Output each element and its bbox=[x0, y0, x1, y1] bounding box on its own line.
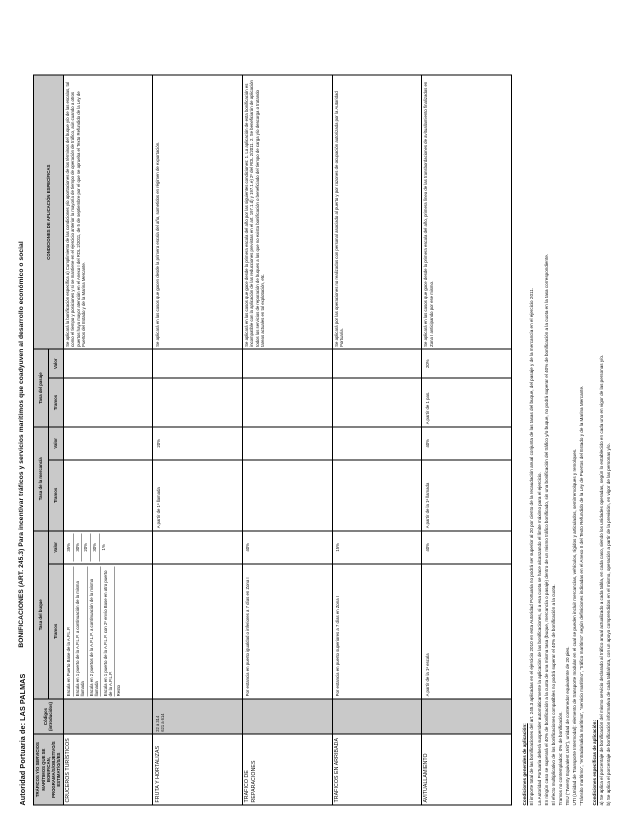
row-conditions: Se aplicará en los casos que gocen desde la primera escala del año, sometidos en régimen de exportación. bbox=[153, 75, 243, 349]
row-pasaje-tramos: A partir de 1 pas. bbox=[422, 378, 512, 427]
row-mercancia-tramos bbox=[242, 459, 332, 530]
condition-specific-item: a) Se aplica el porcentaje de bonificación del mismo servicio declarado al tráfico anual actualizado a cada tabla, en cada caso, siendo los unidades operadas, según lo establecido en cada uno en vigor de las personas y/o. bbox=[599, 354, 605, 805]
document-header bbox=[18, 22, 27, 805]
row-mercancia-valor: 20% bbox=[153, 426, 243, 459]
col-code: Códigos (introducidos) bbox=[34, 698, 64, 733]
table-row bbox=[153, 75, 243, 805]
row-pasaje-tramos bbox=[332, 378, 422, 427]
row-pasaje-tramos bbox=[63, 378, 153, 427]
conditions-general-title: Condiciones generales de aplicación: bbox=[521, 722, 527, 805]
condition-specific-item: b) Se aplica el porcentaje de bonificación informativa de cada tabla/ruta, con un apoyo comprendidos en el mismo, operación a partir de la previsión, en vigor de las personas y/o. bbox=[606, 442, 612, 805]
row-conditions: Se aplicará en los casos que goce desde la primera escala del año, primera línea de las transbordaciones de avituallamiento finalizados en Zona I anticipando por ese mismo. bbox=[422, 75, 512, 349]
col-buque-tramos: Tramos bbox=[48, 563, 63, 698]
row-buque-valor bbox=[153, 530, 243, 563]
row-buque-valor: 40% bbox=[422, 530, 512, 563]
row-pasaje-valor bbox=[63, 349, 153, 378]
condition-general-item: El efecto multiplicativo de los bonificaciones compatibles no podrá superar el 40% de bonificación a la cuota. bbox=[550, 583, 556, 805]
condition-general-item: Tramos no contemplados: 0% de bonificación. bbox=[558, 710, 564, 805]
port-authority-label: Autoridad Portuaria de: LAS PALMAS bbox=[18, 673, 27, 805]
row-mercancia-tramos: A partir de 1ª llamada bbox=[153, 459, 243, 530]
row-pasaje-tramos bbox=[242, 378, 332, 427]
row-mercancia-valor bbox=[332, 426, 422, 459]
row-traffic-name: FRUTA Y HORTALIZAS bbox=[153, 734, 243, 805]
row-mercancia-tramos bbox=[63, 459, 153, 530]
row-pasaje-valor bbox=[153, 349, 243, 378]
bonificaciones-title: BONIFICACIONES (ART. 245.3) Para incentivar tráficos y servicios marítimos que coadyuven al desarrollo económico o social bbox=[18, 240, 25, 648]
condition-general-item: TEU ("Twenty Equivalent Unit"), unidad de contenedor equivalente de 20 pies. bbox=[565, 645, 571, 805]
col-group-pasaje: Tasa del pasaje bbox=[34, 349, 49, 426]
conditions-specific-title: Condiciones específicas de aplicación: bbox=[591, 719, 597, 805]
bonificaciones-table bbox=[33, 74, 512, 805]
conditions-general-list bbox=[529, 22, 586, 805]
row-traffic-name: TRAFICO DE REPARACIONES bbox=[242, 734, 332, 805]
row-code bbox=[63, 698, 153, 733]
row-code bbox=[422, 698, 512, 733]
row-buque-tramos: Por estancia en puerto superiores a 7 días en Zona I bbox=[332, 563, 422, 698]
row-code bbox=[242, 698, 332, 733]
row-code bbox=[332, 698, 422, 733]
row-traffic-name: TRAFICOS EN ARRIBADA bbox=[332, 734, 422, 805]
col-mercancia-valor: Valor bbox=[48, 426, 63, 459]
conditions-general-block bbox=[522, 22, 613, 805]
col-pasaje-valor: Valor bbox=[48, 349, 63, 378]
condition-general-item: UTI (Unidad de Transporte Intermodal): elemento de transporte modular en el cual se pueden incluir mercancías, vehículos, rígidos y articulados, semirremolques y remolques. bbox=[572, 448, 578, 805]
col-pasaje-tramos: Tramos bbox=[48, 378, 63, 427]
condition-general-item: La Autoridad Portuaria deberá suspender automáticamente la aplicación de las bonificaciones, si a esa cuota se hace alcanzando el límite máximo para el ejercicio. bbox=[536, 471, 542, 805]
row-buque-valor: 40% bbox=[242, 530, 332, 563]
col-group-mercancia: Tasa de la mercancía bbox=[34, 426, 49, 530]
table-row bbox=[422, 75, 512, 805]
row-mercancia-valor: 40% bbox=[422, 426, 512, 459]
condition-general-item: "Tránsito marítimo", "entrada/salida marítima", "servicio marítimo", "tráfico marítimo" según definiciones indicadas en el Anexo II del Texto Refundido de la Ley de Puertos del Estado y de la Marina Mercante. bbox=[579, 385, 585, 805]
row-conditions: Se aplicará por las operaciones no realizadas con personal asociado al puerto y por razones de ocupación autorizada por la Autoridad Portuaria. bbox=[332, 75, 422, 349]
row-code: 22 a 314 621 a 614 bbox=[153, 698, 243, 733]
row-conditions: Se aplicará en los casos que goce desde la primera escala del año por las siguientes condiciones: 1. La aplicación de esta bonificación es incompatible con la aplicación de las reducciones previstas en el art. 197.1.d) y 197.1.e) 2º del RDL 2/2011. 2. Se beneficiarán de aplicación todos los servicios de reparación de buques a los que no exista bonificación o beneficiado del tiempo de carga y/o descarga o tratando tareas actuales en tal explotación, etc. bbox=[242, 75, 332, 349]
col-traffic: TRÁFICOS Y/O SERVICIOS MARÍTIMOS QUE SE BONIFICAN, PROGRAMA/S/OBJETIVO/S ESTIMAT/O/S/ES bbox=[34, 734, 64, 805]
row-pasaje-valor bbox=[332, 349, 422, 378]
table-row bbox=[332, 75, 422, 805]
col-mercancia-tramos: Tramos bbox=[48, 459, 63, 530]
row-buque-valor: 35% 30% 20% 30% 1% bbox=[63, 530, 153, 563]
table-head bbox=[34, 75, 64, 805]
row-traffic-name: CRUCEROS TURÍSTICOS bbox=[63, 734, 153, 805]
conditions-specific-list bbox=[599, 22, 613, 805]
row-mercancia-valor bbox=[242, 426, 332, 459]
table-row bbox=[63, 75, 153, 805]
row-mercancia-tramos: A partir de la 1ª llamada bbox=[422, 459, 512, 530]
col-conditions: CONDICIONES DE APLICACIÓN ESPECÍFICAS bbox=[34, 75, 64, 349]
col-buque-valor: Valor bbox=[48, 530, 63, 563]
row-buque-tramos: A partir de la 1ª escala bbox=[422, 563, 512, 698]
row-buque-valor: 15% bbox=[332, 530, 422, 563]
row-pasaje-valor bbox=[242, 349, 332, 378]
table-body bbox=[63, 75, 511, 805]
table-row bbox=[242, 75, 332, 805]
row-conditions: Se aplicará la bonificación específica a) Cumplimiento de las condiciones y/o aportaciones de los términos del buque y/o de las escalas, tal como el tiempo y posiciones y si se mantiene en el ejercicio anterior la mayoría de tiempo de operación de tráfico, aún cuando a otros puertos haya mayor atención en el Anexo I del RDL 2/2011, de 5 de septiembre por el que se aprueba el Texto Refundido de la Ley de Puertos del Estado y de la Marina Mercante. bbox=[63, 75, 153, 349]
row-buque-tramos: Por estancia en puerto igualdad o inferiores a 7 días en Zona I bbox=[242, 563, 332, 698]
row-mercancia-tramos bbox=[332, 459, 422, 530]
condition-general-item: En ningún caso se superará el 40% de bonificación a la cuota de una misma tasa (buque, mercancía o pasaje) dentro de un mismo tráfico bonificado, sin una bonificación del tráfico y/o buque, no podrá superar el 40% de bonificación a la cuota en la tasa correspondiente. bbox=[543, 253, 549, 805]
row-mercancia-valor bbox=[63, 426, 153, 459]
row-traffic-name: AVITUALLAMIENTO bbox=[422, 734, 512, 805]
condition-general-item: El importe total de las bonificaciones del art. 245.3 aplicadas en el ejercicio 2010 en esta Autoridad Portuaria no podrá ser superior al 20 por ciento de la recaudación anual conjunta de las tasas del buque, del pasaje y de la mercancía en el ejercicio 2011. bbox=[529, 287, 535, 805]
row-pasaje-tramos bbox=[153, 378, 243, 427]
col-group-buque: Tasa del buque bbox=[34, 530, 49, 698]
header-row-groups bbox=[34, 75, 49, 805]
row-buque-tramos bbox=[153, 563, 243, 698]
row-buque-tramos: Escala en Puerto Base de la A.P.L.P. Escala en 1 puerto de la A.P.L.P. a continuación de la misma llamada Escala en 2 puertos de la A.P.L.P. a continuación de la misma llamada Escala en 1 puerto de la A.P.L.P. con 2º envío Base en otro puerto de la A.P.L.P. Resto bbox=[63, 563, 153, 698]
row-pasaje-valor: 20% bbox=[422, 349, 512, 378]
